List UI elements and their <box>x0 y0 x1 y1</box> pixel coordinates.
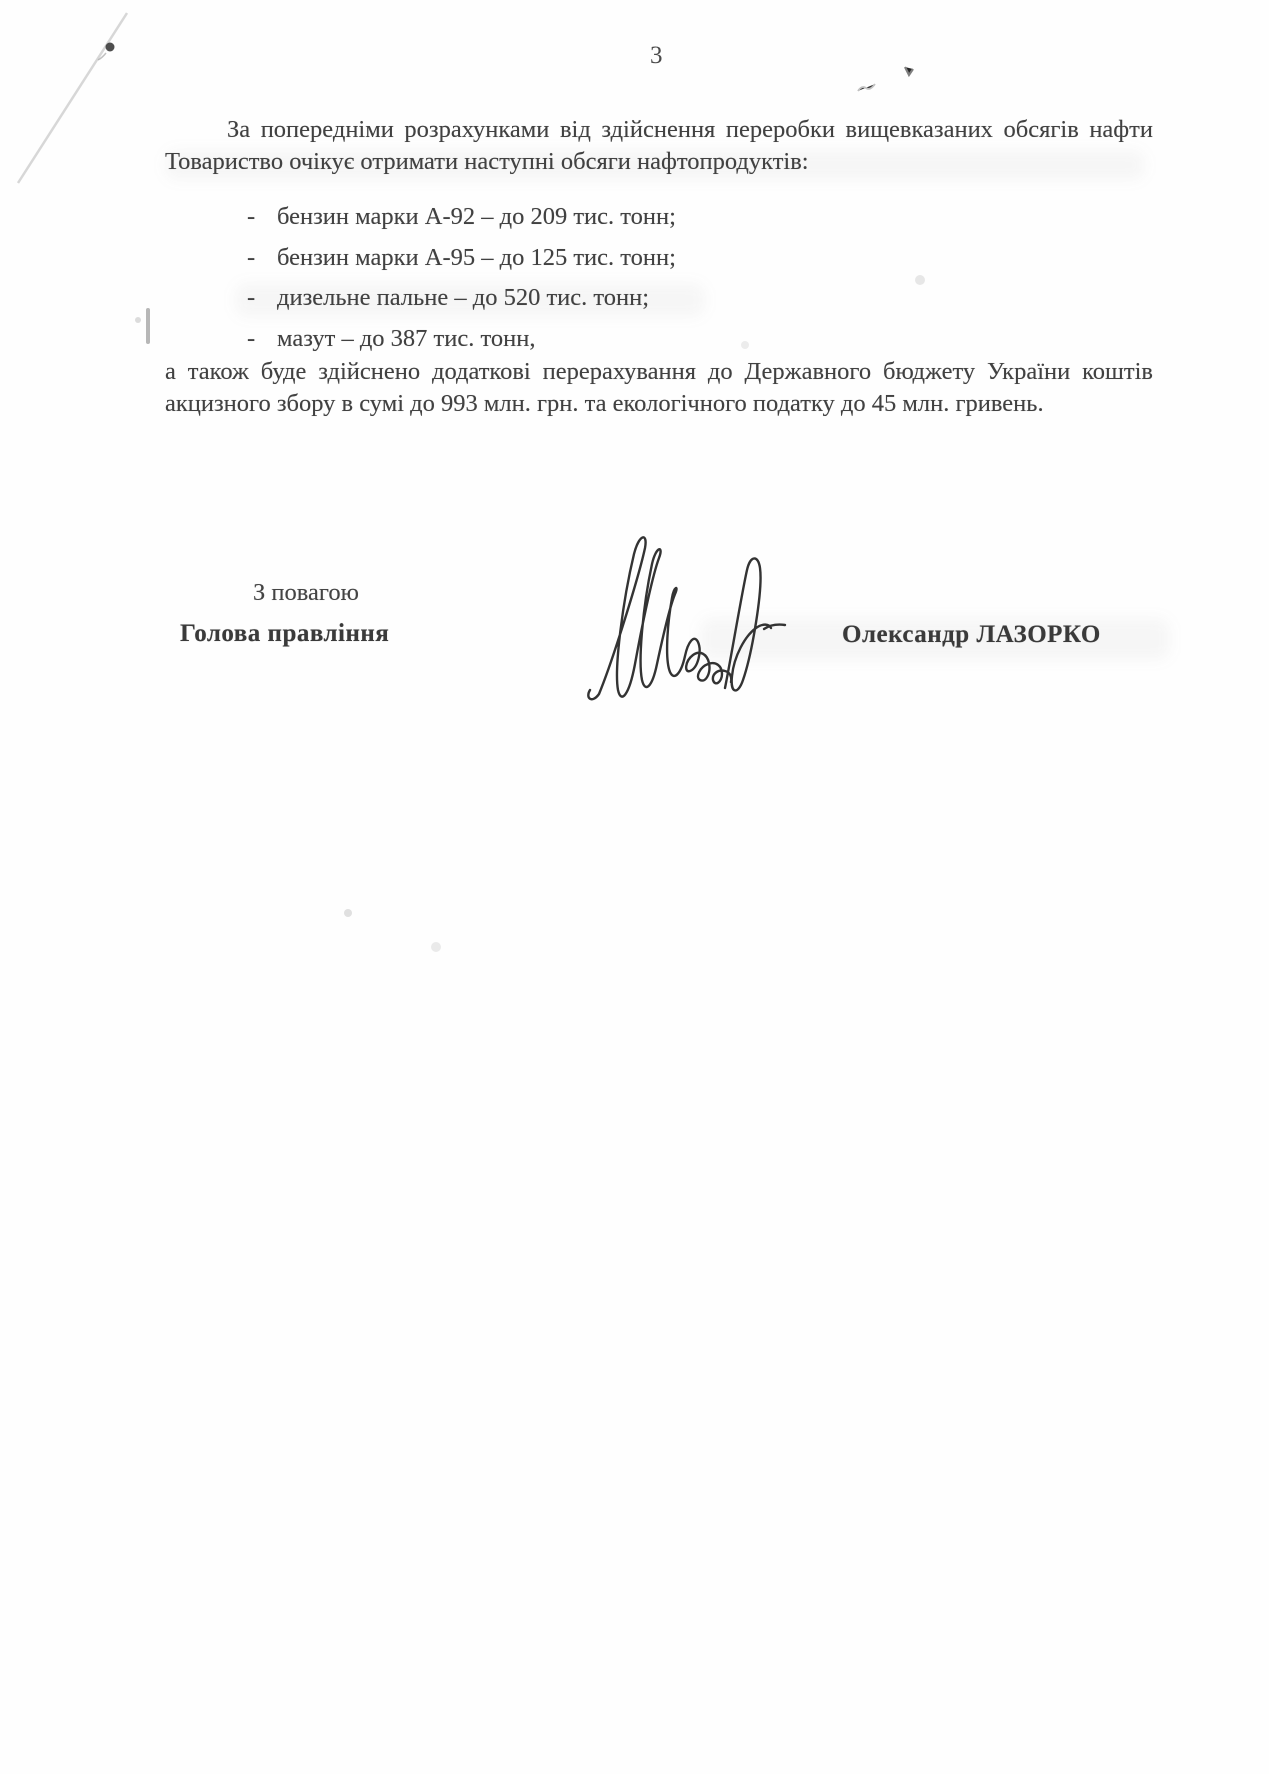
bullet-dash: - <box>247 243 256 271</box>
bullet-dash: - <box>247 284 256 311</box>
signature-icon <box>583 528 788 718</box>
list-item-text: дизельне пальне – до 520 тис. тонн; <box>277 284 650 311</box>
intro-paragraph-text: За попередніми розрахунками від здійснення переробки вищевказаних обсягів нафти Товариство очікує отримати наступні обсяги нафтопродуктів: <box>165 116 1153 175</box>
intro-paragraph <box>165 114 1153 178</box>
bullet-dash: - <box>247 203 256 230</box>
list-item-text: мазут – до 387 тис. тонн, <box>277 324 536 352</box>
list-item <box>165 204 1153 229</box>
list-item-text: бензин марки А-95 – до 125 тис. тонн; <box>277 243 676 271</box>
page-number: 3 <box>650 42 663 69</box>
products-list <box>165 204 1153 366</box>
list-item <box>165 245 1153 270</box>
closing-salutation: З повагою <box>253 579 359 606</box>
bullet-dash: - <box>247 324 256 352</box>
signer-title: Голова правління <box>180 620 390 647</box>
outro-paragraph: а також буде здійснено додаткові перерахування до Державного бюджету України коштів акцизного збору в сумі до 993 млн. грн. та екологічного податку до 45 млн. гривень. <box>165 358 1153 417</box>
list-item <box>165 326 1153 351</box>
list-item-text: бензин марки А-92 – до 209 тис. тонн; <box>277 203 676 230</box>
signer-name: Олександр ЛАЗОРКО <box>842 621 1101 648</box>
list-item <box>165 285 1153 310</box>
